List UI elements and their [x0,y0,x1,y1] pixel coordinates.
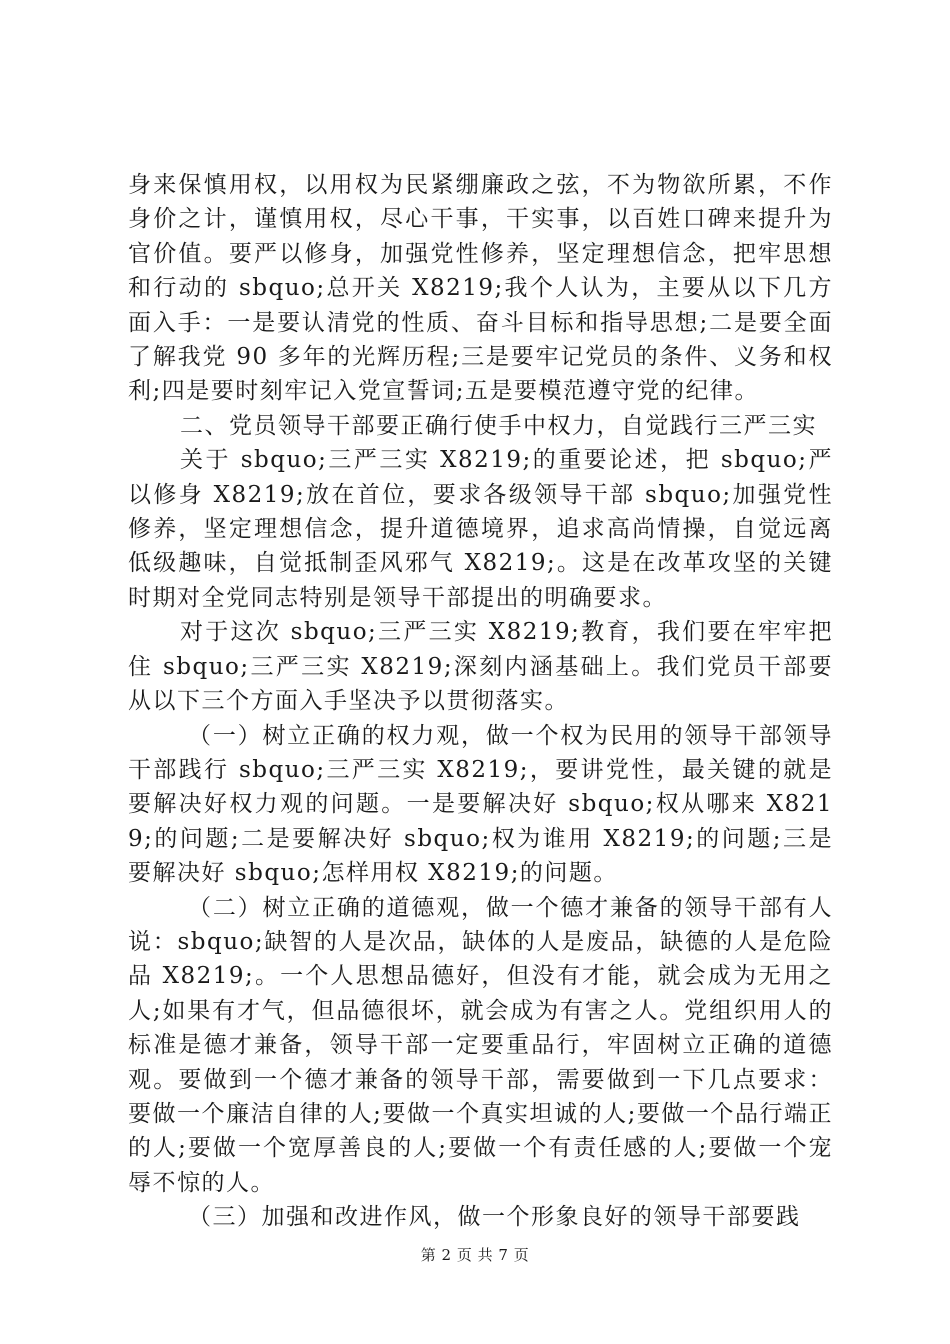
document-body [128,168,833,1235]
subsection-paragraph: （三）加强和改进作风，做一个形象良好的领导干部要践 [188,1204,801,1231]
subsection-paragraph: （一）树立正确的权力观，做一个权为民用的领导干部领导干部践行 sbquo;三严三实 X8219;，要讲党性，最关键的就是要解决好权力观的问题。一是要解决好 sbquo;权从哪来 X8219;的问题;二是要解决好 sbquo;权为谁用 X8219;的问题;三是要解决好 sbquo;怎样用权 X8219;的问题。 [128,722,833,887]
subsection-paragraph: （二）树立正确的道德观，做一个德才兼备的领导干部有人说：sbquo;缺智的人是次品，缺体的人是废品，缺德的人是危险品 X8219;。一个人思想品德好，但没有才能，就会成为无用之人;如果有才气，但品德很坏，就会成为有害之人。党组织用人的标准是德才兼备，领导干部一定要重品行，牢固树立正确的道德观。要做到一个德才兼备的领导干部，需要做到一下几点要求：要做一个廉洁自律的人;要做一个真实坦诚的人;要做一个品行端正的人;要做一个宽厚善良的人;要做一个有责任感的人;要做一个宠辱不惊的人。 [128,894,833,1196]
paragraph-continuation: 身来保慎用权，以用权为民紧绷廉政之弦，不为物欲所累，不作身价之计，谨慎用权，尽心干事，干实事，以百姓口碑来提升为官价值。要严以修身，加强党性修养，坚定理想信念，把牢思想和行动的 sbquo;总开关 X8219;我个人认为，主要从以下几方面入手：一是要认清党的性质、奋斗目标和指导思想;二是要全面了解我党 90 多年的光辉历程;三是要牢记党员的条件、义务和权利;四是要时刻牢记入党宣誓词;五是要模范遵守党的纪律。 [128,172,833,405]
section-heading: 二、党员领导干部要正确行使手中权力，自觉践行三严三实 [180,412,817,439]
paragraph: 对于这次 sbquo;三严三实 X8219;教育，我们要在牢牢把住 sbquo;三严三实 X8219;深刻内涵基础上。我们党员干部要从以下三个方面入手坚决予以贯彻落实。 [128,619,833,715]
paragraph: 关于 sbquo;三严三实 X8219;的重要论述，把 sbquo;严以修身 X8219;放在首位，要求各级领导干部 sbquo;加强党性修养，坚定理想信念，提升道德境界，追求高尚情操，自觉远离低级趣味，自觉抵制歪风邪气 X8219;。这是在改革攻坚的关键时期对全党同志特别是领导干部提出的明确要求。 [128,447,833,611]
page-number-footer: 第 2 页 共 7 页 [420,1246,530,1264]
